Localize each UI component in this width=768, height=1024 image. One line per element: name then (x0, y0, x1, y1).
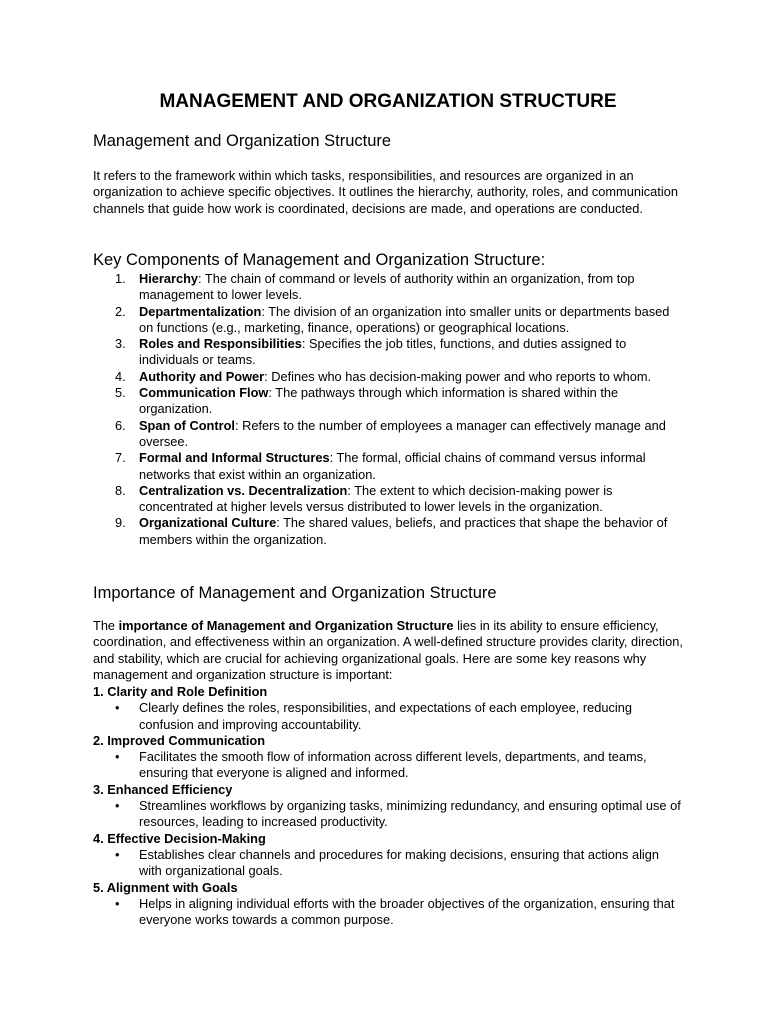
list-number: 6. (115, 417, 126, 433)
section-heading-key-components: Key Components of Management and Organization Structure: (93, 251, 546, 269)
list-number: 9. (115, 515, 126, 531)
reason-bullet-text: Clearly defines the roles, responsibilities, and expectations of each employee, reducing confusion and improving accountability. (139, 700, 632, 732)
section-heading-importance: Importance of Management and Organization Structure (93, 584, 497, 602)
list-item (93, 450, 683, 483)
key-components-list (93, 271, 683, 548)
bullet-icon: • (115, 700, 120, 716)
list-number: 5. (115, 385, 126, 401)
reason-bullet-text: Facilitates the smooth flow of information across different levels, departments, and teams, ensuring that everyone is aligned and informed. (139, 749, 647, 781)
list-item (93, 336, 683, 369)
list-item-text: : The extent to which decision-making power is concentrated at higher levels versus distributed to lower levels in the organization. (139, 482, 613, 515)
reason-bullet (93, 847, 683, 880)
list-item-text: : Specifies the job titles, functions, and duties assigned to individuals or teams. (139, 336, 627, 368)
list-item-text: : The chain of command or levels of authority within an organization, from top management to lower levels. (139, 271, 635, 303)
reason-bullet-text: Helps in aligning individual efforts with the broader objectives of the organization, ensuring that everyone works towards a common purpose. (139, 895, 675, 928)
reason-bullet (93, 700, 683, 733)
list-item-term: Formal and Informal Structures (139, 450, 330, 466)
reason-bullet-text: Streamlines workflows by organizing tasks, minimizing redundancy, and ensuring optimal use of resources, leading to increased productivity. (139, 798, 681, 830)
list-item-text: : The division of an organization into smaller units or departments based on functions (e.g., marketing, finance, operations) or geographical locations. (139, 303, 670, 335)
reason-heading: 1. Clarity and Role Definition (93, 684, 268, 699)
reason-bullet (93, 896, 683, 929)
list-item-text: : The pathways through which information is shared within the organization. (139, 385, 619, 417)
importance-intro-rest: lies in its ability to ensure efficiency, coordination, and effectiveness within an organization. A well-defined structure provides clarity, direction, and stability, which are crucial for achieving organizational goals. Here are some key reasons why management and organization structure is important: (93, 618, 683, 682)
list-item (93, 385, 683, 418)
list-item-term: Centralization vs. Decentralization (139, 482, 348, 498)
list-number: 4. (115, 368, 126, 384)
list-item-text: : The formal, official chains of command versus informal networks that exist within an organization. (139, 450, 646, 482)
list-item-term: Organizational Culture (139, 515, 277, 531)
list-item-term: Span of Control (139, 417, 235, 433)
importance-reasons (93, 684, 683, 928)
reason-heading: 3. Enhanced Efficiency (93, 781, 233, 797)
list-number: 7. (115, 450, 126, 466)
intro-paragraph: It refers to the framework within which tasks, responsibilities, and resources are organized in an organization to achieve specific objectives. It outlines the hierarchy, authority, roles, and communication channels that guide how work is coordinated, decisions are made, and operations are conducted. (93, 168, 678, 216)
reason-bullet (93, 798, 683, 831)
list-item (93, 304, 683, 337)
document-title: MANAGEMENT AND ORGANIZATION STRUCTURE (159, 91, 617, 112)
reason-heading: 4. Effective Decision-Making (93, 830, 266, 846)
bullet-icon: • (115, 846, 120, 862)
list-item (93, 271, 683, 304)
bullet-icon: • (115, 895, 120, 911)
list-number: 1. (115, 271, 126, 286)
bullet-icon: • (115, 749, 120, 765)
list-item-term: Departmentalization (139, 303, 262, 319)
reason-heading: 5. Alignment with Goals (93, 879, 238, 895)
list-number: 3. (115, 336, 126, 352)
list-item (93, 515, 683, 548)
list-item-text: : Refers to the number of employees a manager can effectively manage and oversee. (139, 417, 666, 449)
list-item-text: : The shared values, beliefs, and practices that shape the behavior of members within the organization. (139, 515, 668, 547)
importance-intro-bold: importance of Management and Organization Structure (118, 618, 454, 633)
list-item-term: Communication Flow (139, 385, 269, 401)
list-item-term: Roles and Responsibilities (139, 336, 302, 352)
list-item (93, 483, 683, 516)
list-item (93, 369, 683, 385)
list-item-term: Authority and Power (139, 368, 265, 384)
importance-paragraph (93, 618, 683, 683)
list-number: 8. (115, 482, 126, 498)
list-item (93, 418, 683, 451)
list-item-term: Hierarchy (139, 271, 199, 286)
section-heading-management: Management and Organization Structure (93, 132, 392, 150)
reason-bullet-text: Establishes clear channels and procedures for making decisions, ensuring that actions align with organizational goals. (139, 846, 659, 879)
list-item-text: : Defines who has decision-making power and who reports to whom. (264, 368, 652, 384)
bullet-icon: • (115, 798, 120, 814)
reason-heading: 2. Improved Communication (93, 732, 266, 748)
importance-intro-prefix: The (93, 618, 119, 633)
list-number: 2. (115, 303, 126, 319)
reason-bullet (93, 749, 683, 782)
